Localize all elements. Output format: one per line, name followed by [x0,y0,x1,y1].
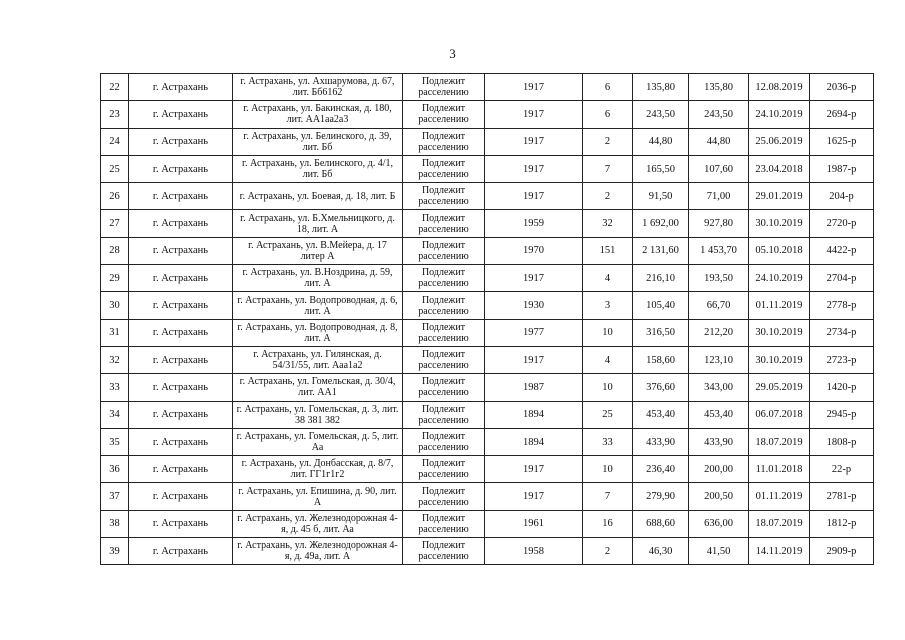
living-area-cell: 243,50 [689,101,749,128]
total-area-cell: 91,50 [633,183,689,210]
total-area-cell: 105,40 [633,292,689,319]
living-area-cell: 135,80 [689,74,749,101]
address-cell: г. Астрахань, ул. Белинского, д. 4/1, лит. Бб [233,155,403,182]
address-cell: г. Астрахань, ул. Железнодорожная 4-я, д. 45 б, лит. Аа [233,510,403,537]
date-cell: 01.11.2019 [749,292,810,319]
date-cell: 29.01.2019 [749,183,810,210]
date-cell: 25.06.2019 [749,128,810,155]
document-number-cell: 1625-р [810,128,874,155]
row-number: 26 [101,183,129,210]
year-cell: 1930 [485,292,583,319]
city-cell: г. Астрахань [129,155,233,182]
living-area-cell: 107,60 [689,155,749,182]
year-cell: 1977 [485,319,583,346]
table-row [101,265,874,292]
status-cell: Подлежит расселению [403,128,485,155]
year-cell: 1917 [485,155,583,182]
table-row [101,319,874,346]
table-row [101,74,874,101]
address-cell: г. Астрахань, ул. Гомельская, д. 5, лит. Аа [233,428,403,455]
year-cell: 1917 [485,183,583,210]
address-cell: г. Астрахань, ул. В.Ноздрина, д. 59, лит. А [233,265,403,292]
city-cell: г. Астрахань [129,74,233,101]
residents-cell: 6 [583,74,633,101]
year-cell: 1917 [485,265,583,292]
year-cell: 1961 [485,510,583,537]
residents-cell: 33 [583,428,633,455]
status-cell: Подлежит расселению [403,74,485,101]
city-cell: г. Астрахань [129,128,233,155]
status-cell: Подлежит расселению [403,483,485,510]
table-body [101,74,874,565]
date-cell: 14.11.2019 [749,538,810,565]
row-number: 35 [101,428,129,455]
residents-cell: 32 [583,210,633,237]
total-area-cell: 216,10 [633,265,689,292]
residents-cell: 2 [583,538,633,565]
table-row [101,292,874,319]
year-cell: 1917 [485,101,583,128]
city-cell: г. Астрахань [129,265,233,292]
living-area-cell: 123,10 [689,346,749,373]
row-number: 29 [101,265,129,292]
document-number-cell: 4422-р [810,237,874,264]
table-row [101,428,874,455]
date-cell: 11.01.2018 [749,456,810,483]
residents-cell: 4 [583,346,633,373]
year-cell: 1894 [485,401,583,428]
status-cell: Подлежит расселению [403,510,485,537]
total-area-cell: 236,40 [633,456,689,483]
living-area-cell: 927,80 [689,210,749,237]
status-cell: Подлежит расселению [403,210,485,237]
living-area-cell: 636,00 [689,510,749,537]
document-number-cell: 2909-р [810,538,874,565]
living-area-cell: 433,90 [689,428,749,455]
table-row [101,128,874,155]
city-cell: г. Астрахань [129,401,233,428]
city-cell: г. Астрахань [129,237,233,264]
address-cell: г. Астрахань, ул. Донбасская, д. 8/7, лит. ГГ1г1г2 [233,456,403,483]
document-number-cell: 22-р [810,456,874,483]
total-area-cell: 165,50 [633,155,689,182]
row-number: 39 [101,538,129,565]
row-number: 31 [101,319,129,346]
city-cell: г. Астрахань [129,183,233,210]
year-cell: 1970 [485,237,583,264]
city-cell: г. Астрахань [129,456,233,483]
year-cell: 1917 [485,346,583,373]
document-number-cell: 2720-р [810,210,874,237]
residents-cell: 7 [583,483,633,510]
table-row [101,510,874,537]
residents-cell: 7 [583,155,633,182]
year-cell: 1894 [485,428,583,455]
status-cell: Подлежит расселению [403,346,485,373]
status-cell: Подлежит расселению [403,374,485,401]
status-cell: Подлежит расселению [403,155,485,182]
total-area-cell: 44,80 [633,128,689,155]
year-cell: 1959 [485,210,583,237]
year-cell: 1987 [485,374,583,401]
residents-cell: 10 [583,319,633,346]
city-cell: г. Астрахань [129,428,233,455]
address-cell: г. Астрахань, ул. Б.Хмельницкого, д. 18, лит. А [233,210,403,237]
city-cell: г. Астрахань [129,101,233,128]
total-area-cell: 243,50 [633,101,689,128]
document-number-cell: 1420-р [810,374,874,401]
table-row [101,401,874,428]
date-cell: 01.11.2019 [749,483,810,510]
date-cell: 30.10.2019 [749,319,810,346]
year-cell: 1917 [485,456,583,483]
status-cell: Подлежит расселению [403,428,485,455]
address-cell: г. Астрахань, ул. В.Мейера, д. 17 литер А [233,237,403,264]
status-cell: Подлежит расселению [403,183,485,210]
address-cell: г. Астрахань, ул. Бакинская, д. 180, лит. АА1аа2а3 [233,101,403,128]
residents-cell: 4 [583,265,633,292]
year-cell: 1917 [485,128,583,155]
row-number: 38 [101,510,129,537]
status-cell: Подлежит расселению [403,538,485,565]
document-number-cell: 2694-р [810,101,874,128]
residents-cell: 25 [583,401,633,428]
date-cell: 23.04.2018 [749,155,810,182]
address-cell: г. Астрахань, ул. Белинского, д. 39, лит. Бб [233,128,403,155]
living-area-cell: 71,00 [689,183,749,210]
date-cell: 18.07.2019 [749,510,810,537]
residents-cell: 3 [583,292,633,319]
living-area-cell: 453,40 [689,401,749,428]
residents-cell: 16 [583,510,633,537]
document-number-cell: 2723-р [810,346,874,373]
document-number-cell: 2781-р [810,483,874,510]
address-cell: г. Астрахань, ул. Водопроводная, д. 6, лит. А [233,292,403,319]
residents-cell: 2 [583,128,633,155]
row-number: 23 [101,101,129,128]
address-cell: г. Астрахань, ул. Ахшарумова, д. 67, лит. Бб6162 [233,74,403,101]
living-area-cell: 44,80 [689,128,749,155]
document-number-cell: 2945-р [810,401,874,428]
city-cell: г. Астрахань [129,538,233,565]
table-row [101,538,874,565]
row-number: 30 [101,292,129,319]
status-cell: Подлежит расселению [403,265,485,292]
year-cell: 1917 [485,483,583,510]
date-cell: 24.10.2019 [749,265,810,292]
address-cell: г. Астрахань, ул. Железнодорожная 4-я, д. 49а, лит. А [233,538,403,565]
date-cell: 30.10.2019 [749,346,810,373]
city-cell: г. Астрахань [129,319,233,346]
residents-cell: 10 [583,374,633,401]
table-row [101,237,874,264]
address-cell: г. Астрахань, ул. Гомельская, д. 3, лит. 38 381 382 [233,401,403,428]
total-area-cell: 376,60 [633,374,689,401]
residents-cell: 6 [583,101,633,128]
status-cell: Подлежит расселению [403,456,485,483]
status-cell: Подлежит расселению [403,401,485,428]
date-cell: 12.08.2019 [749,74,810,101]
row-number: 27 [101,210,129,237]
date-cell: 30.10.2019 [749,210,810,237]
table-row [101,483,874,510]
total-area-cell: 135,80 [633,74,689,101]
year-cell: 1958 [485,538,583,565]
page-number: 3 [449,46,456,61]
table-row [101,374,874,401]
date-cell: 06.07.2018 [749,401,810,428]
living-area-cell: 343,00 [689,374,749,401]
total-area-cell: 1 692,00 [633,210,689,237]
date-cell: 29.05.2019 [749,374,810,401]
table-row [101,456,874,483]
address-cell: г. Астрахань, ул. Водопроводная, д. 8, лит. А [233,319,403,346]
city-cell: г. Астрахань [129,483,233,510]
address-cell: г. Астрахань, ул. Боевая, д. 18, лит. Б [233,183,403,210]
row-number: 28 [101,237,129,264]
residents-cell: 151 [583,237,633,264]
total-area-cell: 46,30 [633,538,689,565]
status-cell: Подлежит расселению [403,101,485,128]
total-area-cell: 316,50 [633,319,689,346]
living-area-cell: 212,20 [689,319,749,346]
living-area-cell: 41,50 [689,538,749,565]
city-cell: г. Астрахань [129,510,233,537]
row-number: 33 [101,374,129,401]
residents-cell: 10 [583,456,633,483]
document-number-cell: 1808-р [810,428,874,455]
document-number-cell: 204-р [810,183,874,210]
row-number: 37 [101,483,129,510]
status-cell: Подлежит расселению [403,319,485,346]
row-number: 36 [101,456,129,483]
row-number: 34 [101,401,129,428]
table-row [101,210,874,237]
address-cell: г. Астрахань, ул. Гилянская, д. 54/31/55, лит. Ааа1а2 [233,346,403,373]
living-area-cell: 193,50 [689,265,749,292]
row-number: 24 [101,128,129,155]
living-area-cell: 200,00 [689,456,749,483]
document-number-cell: 1812-р [810,510,874,537]
address-cell: г. Астрахань, ул. Гомельская, д. 30/4, лит. АА1 [233,374,403,401]
total-area-cell: 453,40 [633,401,689,428]
row-number: 32 [101,346,129,373]
living-area-cell: 200,50 [689,483,749,510]
table-row [101,101,874,128]
date-cell: 18.07.2019 [749,428,810,455]
row-number: 22 [101,74,129,101]
document-number-cell: 1987-р [810,155,874,182]
date-cell: 05.10.2018 [749,237,810,264]
total-area-cell: 433,90 [633,428,689,455]
address-cell: г. Астрахань, ул. Епишина, д. 90, лит. А [233,483,403,510]
total-area-cell: 2 131,60 [633,237,689,264]
residents-cell: 2 [583,183,633,210]
date-cell: 24.10.2019 [749,101,810,128]
city-cell: г. Астрахань [129,374,233,401]
document-number-cell: 2704-р [810,265,874,292]
year-cell: 1917 [485,74,583,101]
row-number: 25 [101,155,129,182]
table-row [101,346,874,373]
city-cell: г. Астрахань [129,346,233,373]
table-row [101,155,874,182]
living-area-cell: 66,70 [689,292,749,319]
status-cell: Подлежит расселению [403,237,485,264]
document-number-cell: 2036-р [810,74,874,101]
table-row [101,183,874,210]
housing-registry-table [100,73,874,565]
total-area-cell: 688,60 [633,510,689,537]
status-cell: Подлежит расселению [403,292,485,319]
document-number-cell: 2778-р [810,292,874,319]
document-number-cell: 2734-р [810,319,874,346]
city-cell: г. Астрахань [129,210,233,237]
total-area-cell: 158,60 [633,346,689,373]
city-cell: г. Астрахань [129,292,233,319]
living-area-cell: 1 453,70 [689,237,749,264]
total-area-cell: 279,90 [633,483,689,510]
